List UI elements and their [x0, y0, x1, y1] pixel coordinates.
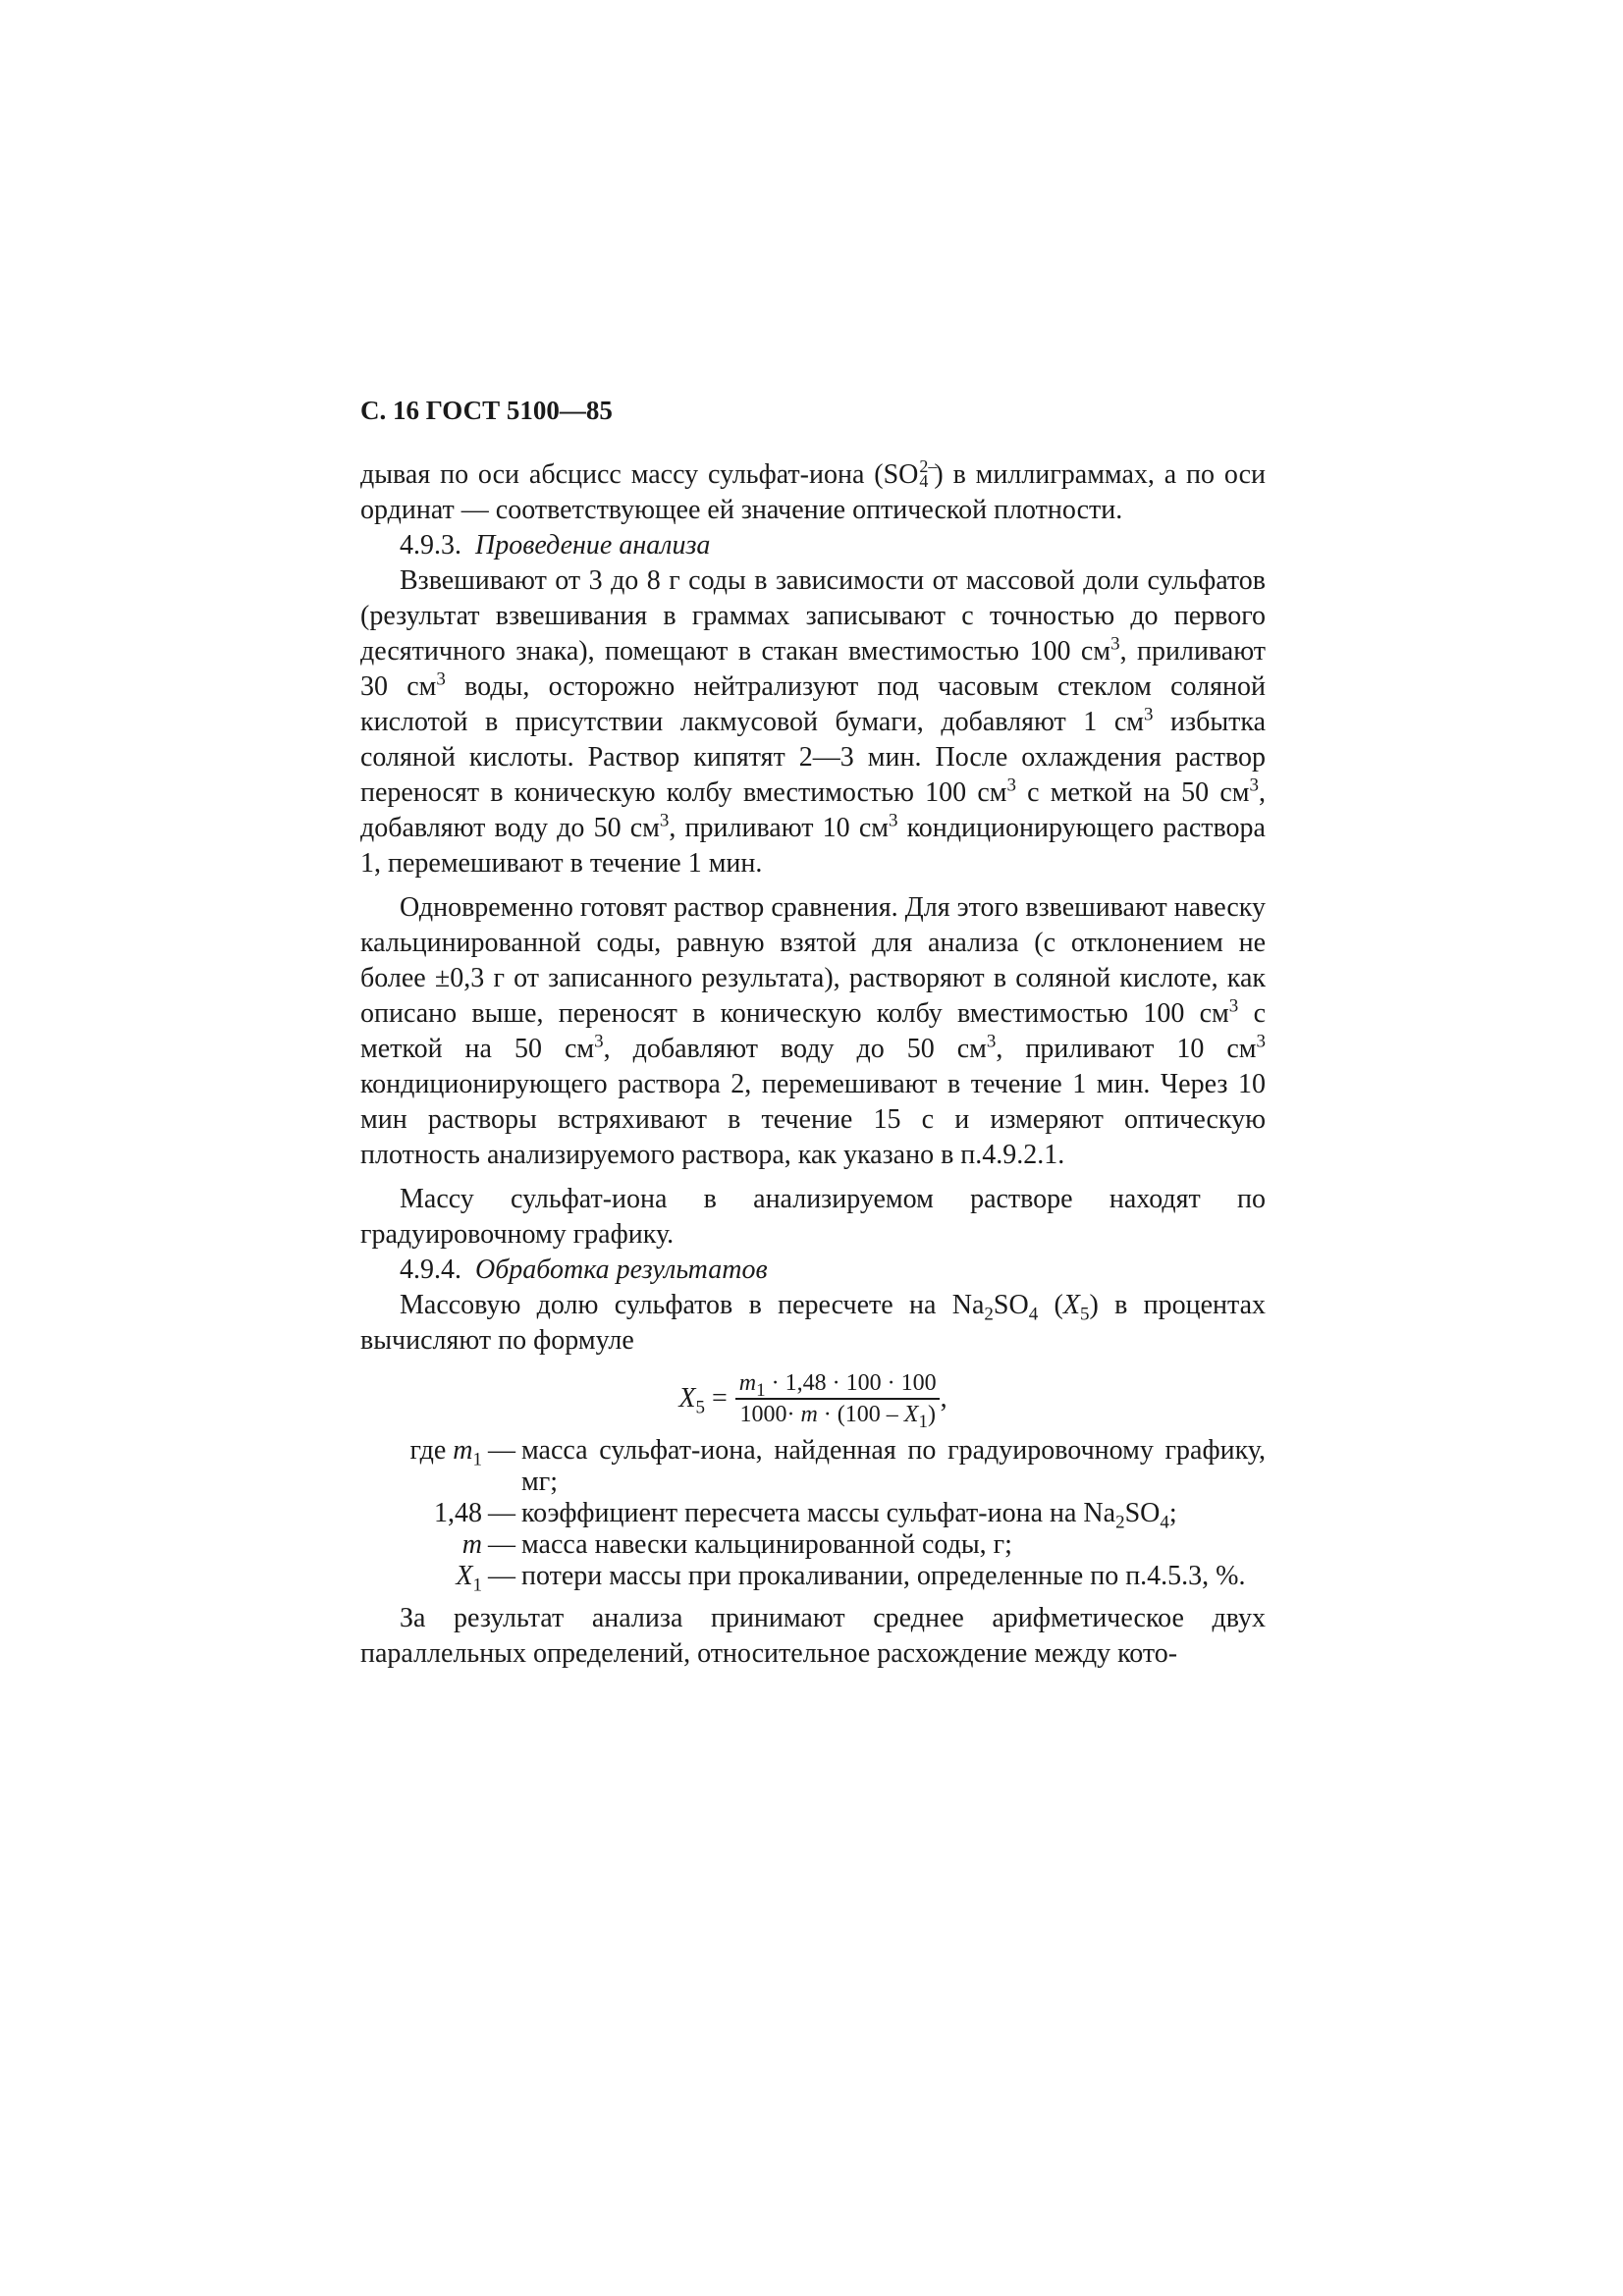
paragraph-analysis-procedure: Взвешивают от 3 до 8 г соды в зависимости от массовой доли сульфатов (результат взвешивания в граммах записывают с точностью до первого десятичного знака), помещают в стакан вместимостью 100 $см^3$, приливают 30 $см^3$ воды, осторожно нейтрализуют под часовым стеклом соляной кислотой в присутствии лакмусовой бумаги, добавляют 1 $см^3$ избытка соляной кислоты. Раствор кипятят 2—3 мин. После охлаждения раствор переносят в коническую колбу вместимостью 100 $см^3$ с меткой на 50 $см^3$, добавляют воду до 50 $см^3$, приливают 10 $см^3$ кондиционирующего раствора 1, перемешивают в течение 1 мин.	[360, 565, 1267, 879]
definition-coefficient: 1,48 — коэффициент пересчета массы сульфат-иона на $Na_2SO_4$;	[434, 1498, 1177, 1533]
variable-definitions	[360, 1435, 1266, 1596]
paragraph-sulfate-mass: Массу сульфат-иона в анализируемом растворе находят по градуировочному графику.	[360, 1184, 1266, 1250]
paragraph-mass-fraction: Массовую долю сульфатов в пересчете на $Na_2SO_4$ $(X_5)$ в процентах вычисляют по формуле	[360, 1290, 1266, 1356]
paragraph-reference-solution: Одновременно готовят раствор сравнения. Для этого взвешивают навеску кальцинированной соды, равную взятой для анализа (с отклонением не более ±0,3 г от записанного результата), растворяют в соляной кислоте, как описано выше, переносят в коническую колбу вместимостью 100 $см^3$ с меткой на 50 $см^3$, добавляют воду до 50 $см^3$, приливают 10 $см^3$ кондиционирующего раствора 2, перемешивают в течение 1 мин. Через 10 мин растворы встряхивают в течение 15 с и измеряют оптическую плотность анализируемого раствора, как указано в п.4.9.2.1.	[360, 892, 1267, 1170]
section-4-9-4-heading: 4.9.4. Обработка результатов	[400, 1255, 768, 1285]
sulfate-charge: 2– 4	[919, 456, 938, 491]
formula-numerator: $m_1 \cdot 1,48 \cdot 100 \cdot 100$	[738, 1370, 937, 1401]
page-header: С. 16 ГОСТ 5100—85	[360, 396, 613, 425]
formula-comma: ,	[940, 1383, 947, 1414]
formula-lhs: $X_5$ =	[678, 1383, 728, 1418]
page-content	[360, 393, 1266, 1672]
formula-denominator: $1000\cdot m \cdot (100 - X_1)$	[735, 1398, 940, 1429]
definition-m1: где $m_1$ — масса сульфат-иона, найденная по градуировочному графику, мг;	[409, 1435, 1266, 1497]
formula-fraction	[735, 1368, 941, 1432]
formula-x5	[360, 1364, 1266, 1433]
section-4-9-3-heading: 4.9.3. Проведение анализа	[400, 530, 711, 561]
paragraph-calibration-end: дывая по оси абсцисс массу сульфат-иона (SO 2– 4 ) в миллиграммах, а по оси ординат — соответствующее ей значение оптической плотности.	[360, 456, 1266, 525]
paragraph-result: За результат анализа принимают среднее арифметическое двух параллельных определений, относительное расхождение между кото-	[360, 1603, 1266, 1669]
definition-x1: $X_1$ — потери массы при прокаливании, определенные по п.4.5.3, %.	[456, 1561, 1246, 1596]
definition-m: m — масса навески кальцинированной соды, г;	[461, 1529, 1012, 1560]
